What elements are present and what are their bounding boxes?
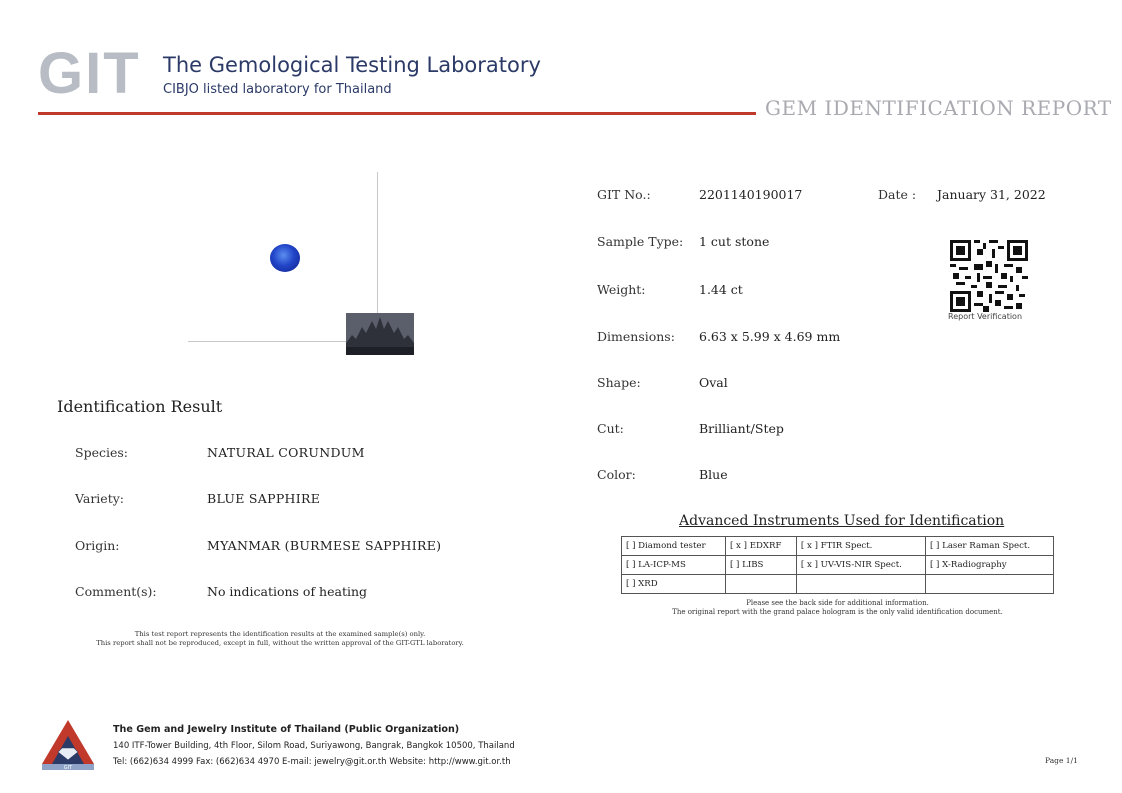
qr-caption: Report Verification (948, 312, 1023, 321)
identification-heading: Identification Result (57, 397, 223, 416)
institute-logo-text: GIT (63, 765, 73, 770)
git-no-label: GIT No.: (597, 187, 651, 202)
color-value: Blue (699, 467, 728, 482)
table-cell: [ ] LIBS (725, 556, 796, 575)
table-cell: [ ] XRD (622, 575, 726, 594)
qr-code-icon[interactable] (950, 240, 1028, 312)
cut-label: Cut: (597, 421, 624, 436)
table-cell (925, 575, 1053, 594)
color-label: Color: (597, 467, 636, 482)
dimensions-value: 6.63 x 5.99 x 4.69 mm (699, 329, 841, 344)
date-value: January 31, 2022 (937, 187, 1046, 202)
git-no-value: 2201140190017 (699, 187, 803, 202)
species-label: Species: (75, 445, 128, 460)
lab-subtitle: CIBJO listed laboratory for Thailand (163, 82, 392, 97)
table-cell: [ ] X-Radiography (925, 556, 1053, 575)
lab-name: The Gemological Testing Laboratory (163, 53, 541, 77)
table-cell: [ ] Diamond tester (622, 537, 726, 556)
gemstone-photo (270, 244, 300, 272)
origin-value: MYANMAR (BURMESE SAPPHIRE) (207, 538, 442, 553)
institute-name: The Gem and Jewelry Institute of Thailand (Public Organization) (113, 724, 460, 735)
species-value: NATURAL CORUNDUM (207, 445, 365, 460)
header-divider (38, 112, 756, 115)
comment-label: Comment(s): (75, 584, 157, 599)
page-number: Page 1/1 (1045, 756, 1078, 765)
grand-palace-hologram (346, 313, 414, 355)
date-label: Date : (878, 187, 917, 202)
instruments-note-1: Please see the back side for additional information. (746, 599, 929, 607)
table-cell (725, 575, 796, 594)
variety-value: BLUE SAPPHIRE (207, 491, 321, 506)
table-row (622, 537, 1054, 556)
photo-crosshair-vertical (377, 172, 378, 324)
weight-label: Weight: (597, 282, 646, 297)
table-row (622, 556, 1054, 575)
weight-value: 1.44 ct (699, 282, 743, 297)
origin-label: Origin: (75, 538, 120, 553)
comment-value: No indications of heating (207, 584, 368, 599)
table-cell: [ x ] UV-VIS-NIR Spect. (796, 556, 925, 575)
instruments-heading: Advanced Instruments Used for Identification (679, 513, 1005, 529)
git-logo: GIT (38, 41, 141, 106)
table-cell: [ x ] FTIR Spect. (796, 537, 925, 556)
instruments-note-2: The original report with the grand palace hologram is the only valid identification document. (672, 608, 1003, 616)
cut-value: Brilliant/Step (699, 421, 784, 436)
dimensions-label: Dimensions: (597, 329, 675, 344)
variety-label: Variety: (75, 491, 124, 506)
sample-type-label: Sample Type: (597, 234, 684, 249)
disclaimer-line-2: This report shall not be reproduced, except in full, without the written approval of the GIT-GTL laboratory. (96, 639, 464, 647)
report-title: GEM IDENTIFICATION REPORT (765, 96, 1112, 120)
institute-address: 140 ITF-Tower Building, 4th Floor, Silom Road, Suriyawong, Bangrak, Bangkok 10500, Thailand (113, 741, 515, 751)
institute-logo (40, 718, 96, 770)
institute-contact: Tel: (662)634 4999 Fax: (662)634 4970 E-mail: jewelry@git.or.th Website: http://www.git.or.th (113, 757, 511, 767)
shape-label: Shape: (597, 375, 641, 390)
table-cell (796, 575, 925, 594)
table-cell: [ ] LA-ICP-MS (622, 556, 726, 575)
instruments-table (621, 536, 1054, 594)
table-row (622, 575, 1054, 594)
table-cell: [ ] Laser Raman Spect. (925, 537, 1053, 556)
sample-type-value: 1 cut stone (699, 234, 770, 249)
photo-crosshair-horizontal (188, 341, 348, 342)
disclaimer-line-1: This test report represents the identification results at the examined sample(s) only. (134, 630, 426, 638)
table-cell: [ x ] EDXRF (725, 537, 796, 556)
shape-value: Oval (699, 375, 728, 390)
